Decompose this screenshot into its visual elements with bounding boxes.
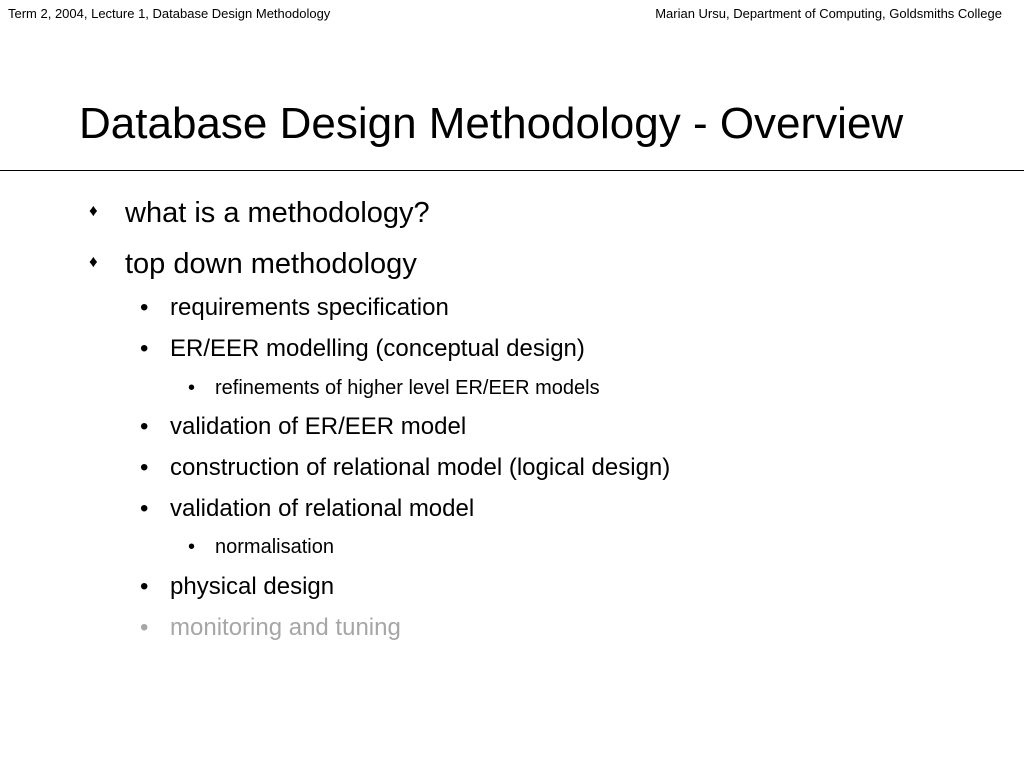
diamond-bullet-icon: ♦ — [89, 201, 98, 220]
dot-bullet-icon: • — [140, 454, 149, 481]
dot-bullet-icon: • — [140, 614, 149, 641]
list-item-text: validation of ER/EER model — [170, 413, 467, 440]
header-author-info: Marian Ursu, Department of Computing, Goldsmiths College — [655, 6, 1002, 21]
dot-bullet-icon: • — [140, 335, 149, 362]
list-item — [89, 196, 430, 230]
dot-bullet-icon: • — [140, 495, 149, 522]
dot-bullet-icon: • — [140, 413, 149, 440]
list-item-text: physical design — [170, 573, 335, 600]
list-item — [140, 454, 671, 482]
list-item-text: normalisation — [215, 536, 334, 558]
dot-bullet-icon: • — [140, 573, 149, 600]
list-item-text: construction of relational model (logical design) — [170, 454, 671, 481]
list-item-text: monitoring and tuning — [170, 614, 401, 641]
list-item — [140, 335, 585, 363]
list-item — [188, 376, 600, 400]
list-item-text: validation of relational model — [170, 495, 475, 522]
list-item-text: ER/EER modelling (conceptual design) — [170, 335, 585, 362]
list-item — [89, 247, 417, 281]
header-lecture-info: Term 2, 2004, Lecture 1, Database Design Methodology — [8, 6, 331, 21]
list-item — [140, 573, 335, 601]
list-item-dimmed — [140, 614, 401, 642]
list-item — [140, 413, 467, 441]
diamond-bullet-icon: ♦ — [89, 252, 98, 271]
slide-title: Database Design Methodology - Overview — [79, 99, 904, 148]
dot-bullet-icon: • — [140, 294, 149, 321]
list-item-text: refinements of higher level ER/EER models — [215, 377, 600, 399]
list-item — [140, 495, 475, 523]
list-item — [188, 535, 334, 559]
dot-bullet-icon: • — [188, 536, 196, 558]
list-item-text: requirements specification — [170, 294, 449, 321]
title-divider — [0, 170, 1024, 171]
dot-bullet-icon: • — [188, 377, 196, 399]
list-item-text: top down methodology — [125, 248, 417, 280]
list-item-text: what is a methodology? — [125, 197, 430, 229]
list-item — [140, 294, 449, 322]
